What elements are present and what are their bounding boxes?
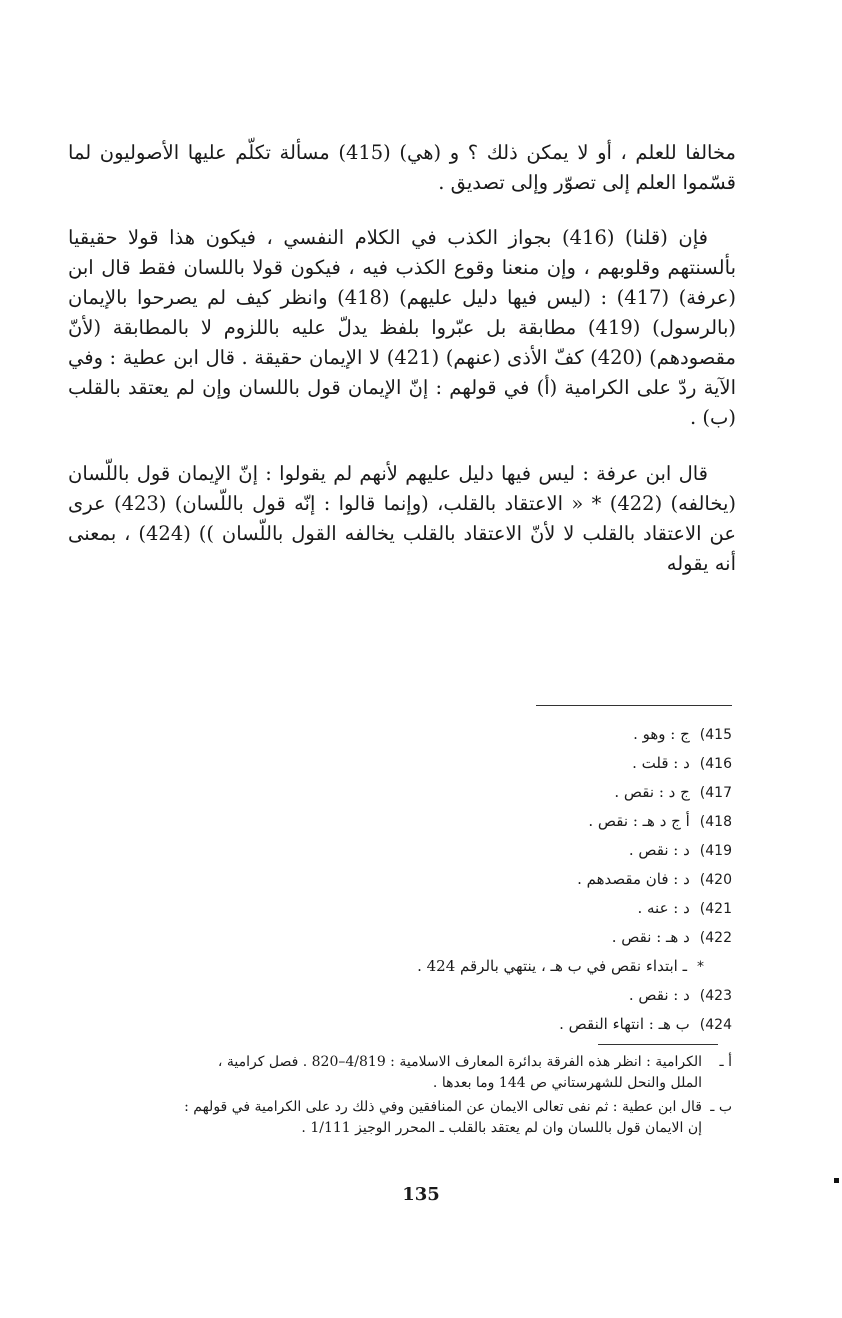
note-number: 415) bbox=[699, 727, 732, 743]
note-text: ج د : نقص . bbox=[614, 783, 690, 801]
footnote-separator-rule bbox=[598, 1044, 718, 1045]
note-text: ـ ابتداء نقص في ب هـ ، ينتهي بالرقم 424 . bbox=[417, 957, 687, 975]
note-item bbox=[172, 807, 732, 836]
note-text: د : فان مقصدهم . bbox=[577, 870, 690, 888]
footnote-text bbox=[70, 1097, 702, 1139]
note-item bbox=[172, 836, 732, 865]
note-number: 423) bbox=[699, 988, 732, 1004]
note-star-marker: * bbox=[697, 959, 704, 975]
note-item bbox=[172, 778, 732, 807]
footnote-line: إن الايمان قول باللسان وان لم يعتقد بالقلب ـ المحرر الوجيز 1/111 . bbox=[301, 1120, 702, 1136]
note-item bbox=[172, 923, 732, 952]
scan-edge-mark bbox=[834, 1178, 839, 1183]
separator-rule bbox=[536, 705, 732, 706]
note-item bbox=[172, 894, 732, 923]
note-text: د : عنه . bbox=[637, 899, 690, 917]
note-item bbox=[172, 1010, 732, 1039]
note-item bbox=[172, 952, 732, 981]
variant-notes-list bbox=[172, 720, 732, 1039]
footnote-item bbox=[70, 1052, 732, 1094]
note-item bbox=[172, 981, 732, 1010]
note-number: 419) bbox=[699, 843, 732, 859]
page-number: 135 bbox=[402, 1184, 440, 1205]
note-number: 424) bbox=[699, 1017, 732, 1033]
note-item bbox=[172, 720, 732, 749]
note-number: 420) bbox=[699, 872, 732, 888]
note-number: 422) bbox=[699, 930, 732, 946]
main-text bbox=[68, 138, 736, 579]
note-text: د : نقص . bbox=[628, 986, 690, 1004]
footnote-line: الملل والنحل للشهرستاني ص 144 وما بعدها . bbox=[432, 1075, 702, 1091]
note-item bbox=[172, 865, 732, 894]
footnote-item bbox=[70, 1097, 732, 1139]
footnote-marker: أ ـ bbox=[719, 1054, 732, 1070]
note-number: 421) bbox=[699, 901, 732, 917]
note-text: ج : وهو . bbox=[633, 725, 690, 743]
note-text: د : نقص . bbox=[628, 841, 690, 859]
footnotes-list bbox=[70, 1052, 732, 1142]
paragraph: مخالفا للعلم ، أو لا يمكن ذلك ؟ و (هي) (415) مسألة تكلّم عليها الأصوليون لما قسّموا العلم إلى تصوّر وإلى تصديق . bbox=[68, 141, 736, 194]
footnote-line: الكرامية : انظر هذه الفرقة بدائرة المعارف الاسلامية : 4/819–820 . فصل كرامية ، bbox=[217, 1054, 702, 1070]
note-number: 417) bbox=[699, 785, 732, 801]
note-item bbox=[172, 749, 732, 778]
note-text: ب هـ : انتهاء النقص . bbox=[559, 1015, 690, 1033]
note-text: أ ج د هـ : نقص . bbox=[588, 812, 690, 830]
paragraph: قال ابن عرفة : ليس فيها دليل عليهم لأنهم لم يقولوا : إنّ الإيمان قول باللّسان (يخالفه) (422) * « الاعتقاد بالقلب، (وإنما قالوا : إنّه قول باللّسان) (423) عرى عن الاعتقاد بالقلب لا لأنّ الاعتقاد بالقلب يخالفه القول باللّسان )) (424) ، بمعنى أنه يقوله bbox=[68, 462, 736, 575]
footnote-line: قال ابن عطية : ثم نفى تعالى الايمان عن المنافقين وفي ذلك رد على الكرامية في قولهم : bbox=[184, 1099, 702, 1115]
note-number: 418) bbox=[699, 814, 732, 830]
footnote-text bbox=[70, 1052, 702, 1094]
paragraph: فإن (قلنا) (416) بجواز الكذب في الكلام النفسي ، فيكون هذا قولا حقيقيا بألسنتهم وقلوبهم ، وإن منعنا وقوع الكذب فيه ، فيكون قولا باللسان فقط قال ابن (عرفة) (417) : (ليس فيها دليل عليهم) (418) وانظر كيف لم يصرحوا بالإيمان (بالرسول) (419) مطابقة بل عبّروا بلفظ يدلّ عليه باللزوم لا بالمطابقة (لأنّ مقصودهم) (420) كفّ الأذى (عنهم) (421) لا الإيمان حقيقة . قال ابن عطية : وفي الآية ردّ على الكرامية (أ) في قولهم : إنّ الإيمان قول باللسان وإن لم يعتقد بالقلب (ب) . bbox=[68, 226, 737, 429]
note-text: د : قلت . bbox=[632, 754, 690, 772]
footnote-marker: ب ـ bbox=[710, 1099, 732, 1115]
note-text: د هـ : نقص . bbox=[611, 928, 690, 946]
note-number: 416) bbox=[699, 756, 732, 772]
